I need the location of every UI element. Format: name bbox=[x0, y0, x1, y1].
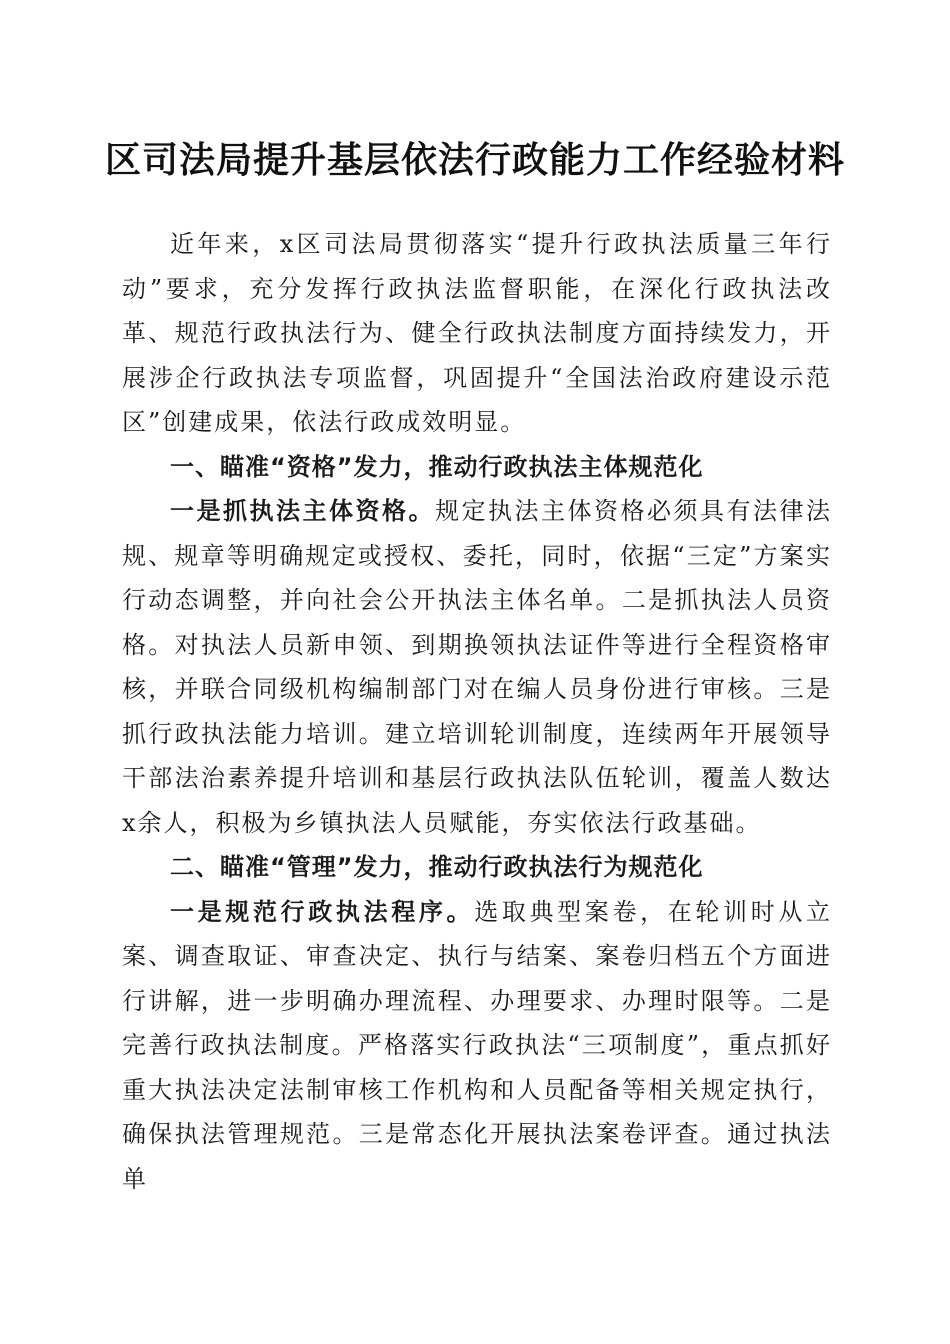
intro-paragraph: 近年来，x区司法局贯彻落实“提升行政执法质量三年行动”要求，充分发挥行政执法监督职能，在深化行政执法改革、规范行政执法行为、健全行政执法制度方面持续发力，开展涉企行政执法专项监督，巩固提升“全国法治政府建设示范区”创建成果，依法行政成效明显。 bbox=[122, 230, 832, 436]
document-body bbox=[122, 222, 832, 1201]
section-1-lead: 一是抓执法主体资格。 bbox=[170, 497, 435, 525]
section-2-paragraph bbox=[122, 890, 832, 1202]
section-2-lead: 一是规范行政执法程序。 bbox=[170, 897, 475, 926]
section-2-text: 选取典型案卷，在轮训时从立案、调查取证、审查决定、执行与结案、案卷归档五个方面进行讲解，进一步明确办理流程、办理要求、办理时限等。二是完善行政执法制度。严格落实行政执法“三项制度”，重点抓好重大执法决定法制审核工作机构和人员配备等相关规定执行，确保执法管理规范。三是常态化开展执法案卷评查。通过执法单 bbox=[122, 897, 833, 1193]
section-1-text: 规定执法主体资格必须具有法律法规、规章等明确规定或授权、委托，同时，依据“三定”方案实行动态调整，并向社会公开执法主体名单。二是抓执法人员资格。对执法人员新申领、到期换领执法证件等进行全程资格审核，并联合同级机构编制部门对在编人员身份进行审核。三是抓行政执法能力培训。建立培训轮训制度，连续两年开展领导干部法治素养提升培训和基层行政执法队伍轮训，覆盖人数达x余人，积极为乡镇执法人员赋能，夯实依法行政基础。 bbox=[122, 497, 832, 837]
section-1-paragraph bbox=[122, 489, 832, 845]
section-2-heading: 二、瞄准“管理”发力，推动行政执法行为规范化 bbox=[170, 853, 704, 881]
section-1-heading: 一、瞄准“资格”发力，推动行政执法主体规范化 bbox=[170, 452, 704, 481]
document-title: 区司法局提升基层依法行政能力工作经验材料 bbox=[104, 139, 845, 181]
